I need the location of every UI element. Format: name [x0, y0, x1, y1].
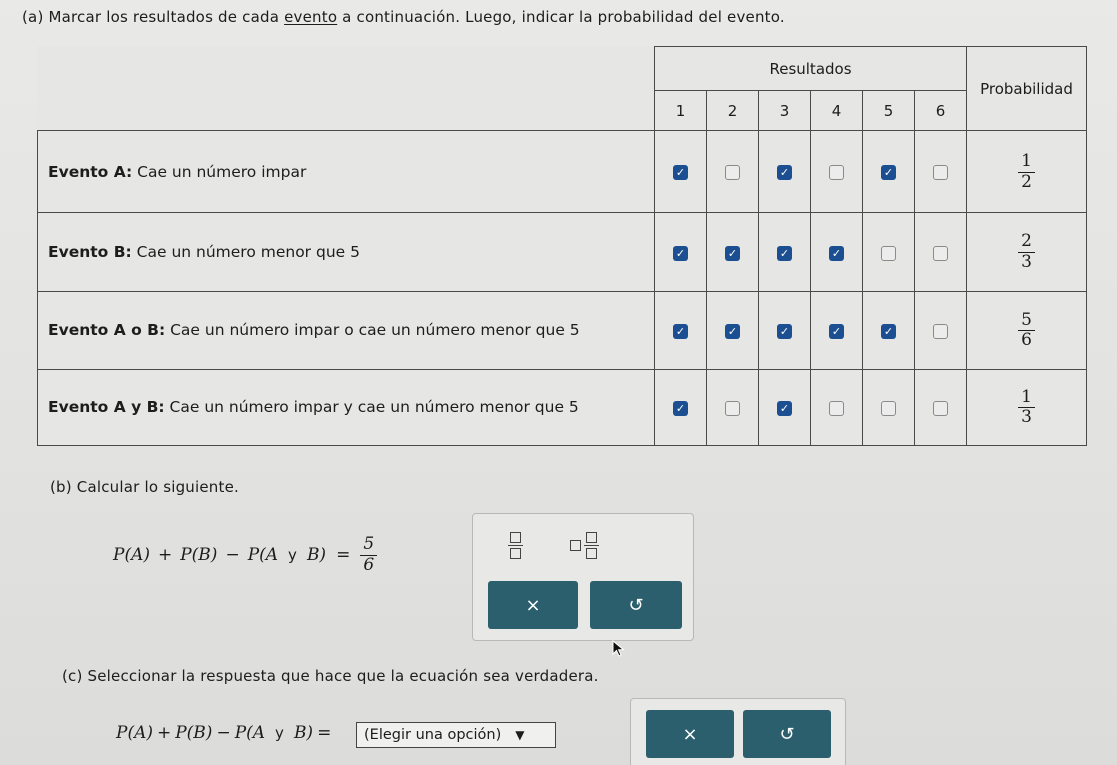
checkbox-checked[interactable]: ✓ — [673, 246, 688, 261]
checkbox-checked[interactable]: ✓ — [673, 324, 688, 339]
probability-cell[interactable] — [967, 291, 1087, 369]
outcome-header-3: 3 — [759, 91, 811, 131]
dropdown-arrow-icon: ▼ — [515, 728, 525, 742]
mixed-number-icon — [570, 532, 599, 559]
table-corner — [38, 47, 655, 131]
undo-button-c[interactable]: ↺ — [743, 710, 831, 758]
header-results: Resultados — [655, 47, 967, 91]
outcome-cell — [863, 213, 915, 291]
outcome-header-1: 1 — [655, 91, 707, 131]
event-label: Evento B: Cae un número menor que 5 — [38, 213, 655, 291]
event-label: Evento A: Cae un número impar — [38, 131, 655, 213]
mixed-number-tool-button[interactable] — [561, 528, 607, 562]
checkbox-unchecked[interactable] — [829, 165, 844, 180]
probability-cell[interactable] — [967, 369, 1087, 445]
checkbox-checked[interactable]: ✓ — [881, 324, 896, 339]
event-row — [38, 131, 1087, 213]
clear-button[interactable]: × — [488, 581, 578, 629]
checkbox-unchecked[interactable] — [725, 165, 740, 180]
answer-select[interactable]: (Elegir una opción) ▼ — [356, 722, 556, 748]
checkbox-unchecked[interactable] — [933, 246, 948, 261]
outcome-cell — [759, 131, 811, 213]
checkbox-checked[interactable]: ✓ — [673, 165, 688, 180]
outcome-cell — [707, 369, 759, 445]
outcome-cell — [811, 369, 863, 445]
event-row — [38, 369, 1087, 445]
event-row — [38, 291, 1087, 369]
checkbox-unchecked[interactable] — [725, 401, 740, 416]
probability-fraction: $\frac{1}{3}$ — [1018, 388, 1035, 428]
part-c-instruction: (c) Seleccionar la respuesta que hace que la ecuación sea verdadera. — [62, 667, 599, 685]
fraction-tool-button[interactable] — [500, 528, 530, 562]
outcome-header-4: 4 — [811, 91, 863, 131]
outcome-cell — [707, 291, 759, 369]
part-b-instruction: (b) Calcular lo siguiente. — [50, 478, 239, 496]
outcome-cell — [759, 369, 811, 445]
outcome-cell — [759, 291, 811, 369]
part-b-equation: P(A) + P(B) − P(A y B) = $\frac{5}{6}$ — [113, 535, 377, 575]
outcome-cell — [759, 213, 811, 291]
checkbox-checked[interactable]: ✓ — [777, 165, 792, 180]
checkbox-unchecked[interactable] — [829, 401, 844, 416]
outcome-header-5: 5 — [863, 91, 915, 131]
outcome-cell — [655, 369, 707, 445]
evento-link[interactable]: evento — [284, 8, 338, 26]
answer-fraction[interactable]: $\frac{5}{6}$ — [360, 535, 377, 575]
probability-cell[interactable] — [967, 131, 1087, 213]
part-c-equation: P(A) + P(B) − P(A y B) = — [116, 723, 332, 743]
checkbox-checked[interactable]: ✓ — [725, 324, 740, 339]
outcome-cell — [707, 131, 759, 213]
checkbox-checked[interactable]: ✓ — [829, 324, 844, 339]
outcome-cell — [707, 213, 759, 291]
checkbox-unchecked[interactable] — [933, 324, 948, 339]
probability-cell[interactable] — [967, 213, 1087, 291]
checkbox-checked[interactable]: ✓ — [725, 246, 740, 261]
undo-button[interactable]: ↺ — [590, 581, 682, 629]
outcome-cell — [915, 213, 967, 291]
event-row — [38, 213, 1087, 291]
checkbox-unchecked[interactable] — [881, 401, 896, 416]
checkbox-checked[interactable]: ✓ — [777, 401, 792, 416]
outcome-cell — [915, 291, 967, 369]
probability-fraction: $\frac{5}{6}$ — [1018, 311, 1035, 351]
checkbox-checked[interactable]: ✓ — [829, 246, 844, 261]
outcome-cell — [863, 369, 915, 445]
event-label: Evento A y B: Cae un número impar y cae un número menor que 5 — [38, 369, 655, 445]
outcome-cell — [811, 131, 863, 213]
outcome-cell — [915, 131, 967, 213]
checkbox-checked[interactable]: ✓ — [881, 165, 896, 180]
checkbox-unchecked[interactable] — [933, 165, 948, 180]
outcome-cell — [655, 131, 707, 213]
event-label: Evento A o B: Cae un número impar o cae un número menor que 5 — [38, 291, 655, 369]
outcome-cell — [655, 291, 707, 369]
checkbox-unchecked[interactable] — [933, 401, 948, 416]
outcome-header-2: 2 — [707, 91, 759, 131]
outcome-cell — [811, 213, 863, 291]
outcome-cell — [655, 213, 707, 291]
outcome-cell — [863, 291, 915, 369]
outcome-cell — [863, 131, 915, 213]
fraction-icon — [508, 532, 523, 559]
results-table — [37, 46, 1087, 446]
clear-button-c[interactable]: × — [646, 710, 734, 758]
checkbox-unchecked[interactable] — [881, 246, 896, 261]
probability-fraction: $\frac{2}{3}$ — [1018, 232, 1035, 272]
part-a-instruction: (a) Marcar los resultados de cada evento a continuación. Luego, indicar la probabilidad del evento. — [22, 8, 785, 26]
checkbox-checked[interactable]: ✓ — [777, 324, 792, 339]
outcome-cell — [811, 291, 863, 369]
checkbox-checked[interactable]: ✓ — [777, 246, 792, 261]
probability-fraction: $\frac{1}{2}$ — [1018, 152, 1035, 192]
outcome-cell — [915, 369, 967, 445]
outcome-header-6: 6 — [915, 91, 967, 131]
mouse-cursor-icon — [612, 640, 626, 658]
header-probability: Probabilidad — [967, 47, 1087, 131]
checkbox-checked[interactable]: ✓ — [673, 401, 688, 416]
